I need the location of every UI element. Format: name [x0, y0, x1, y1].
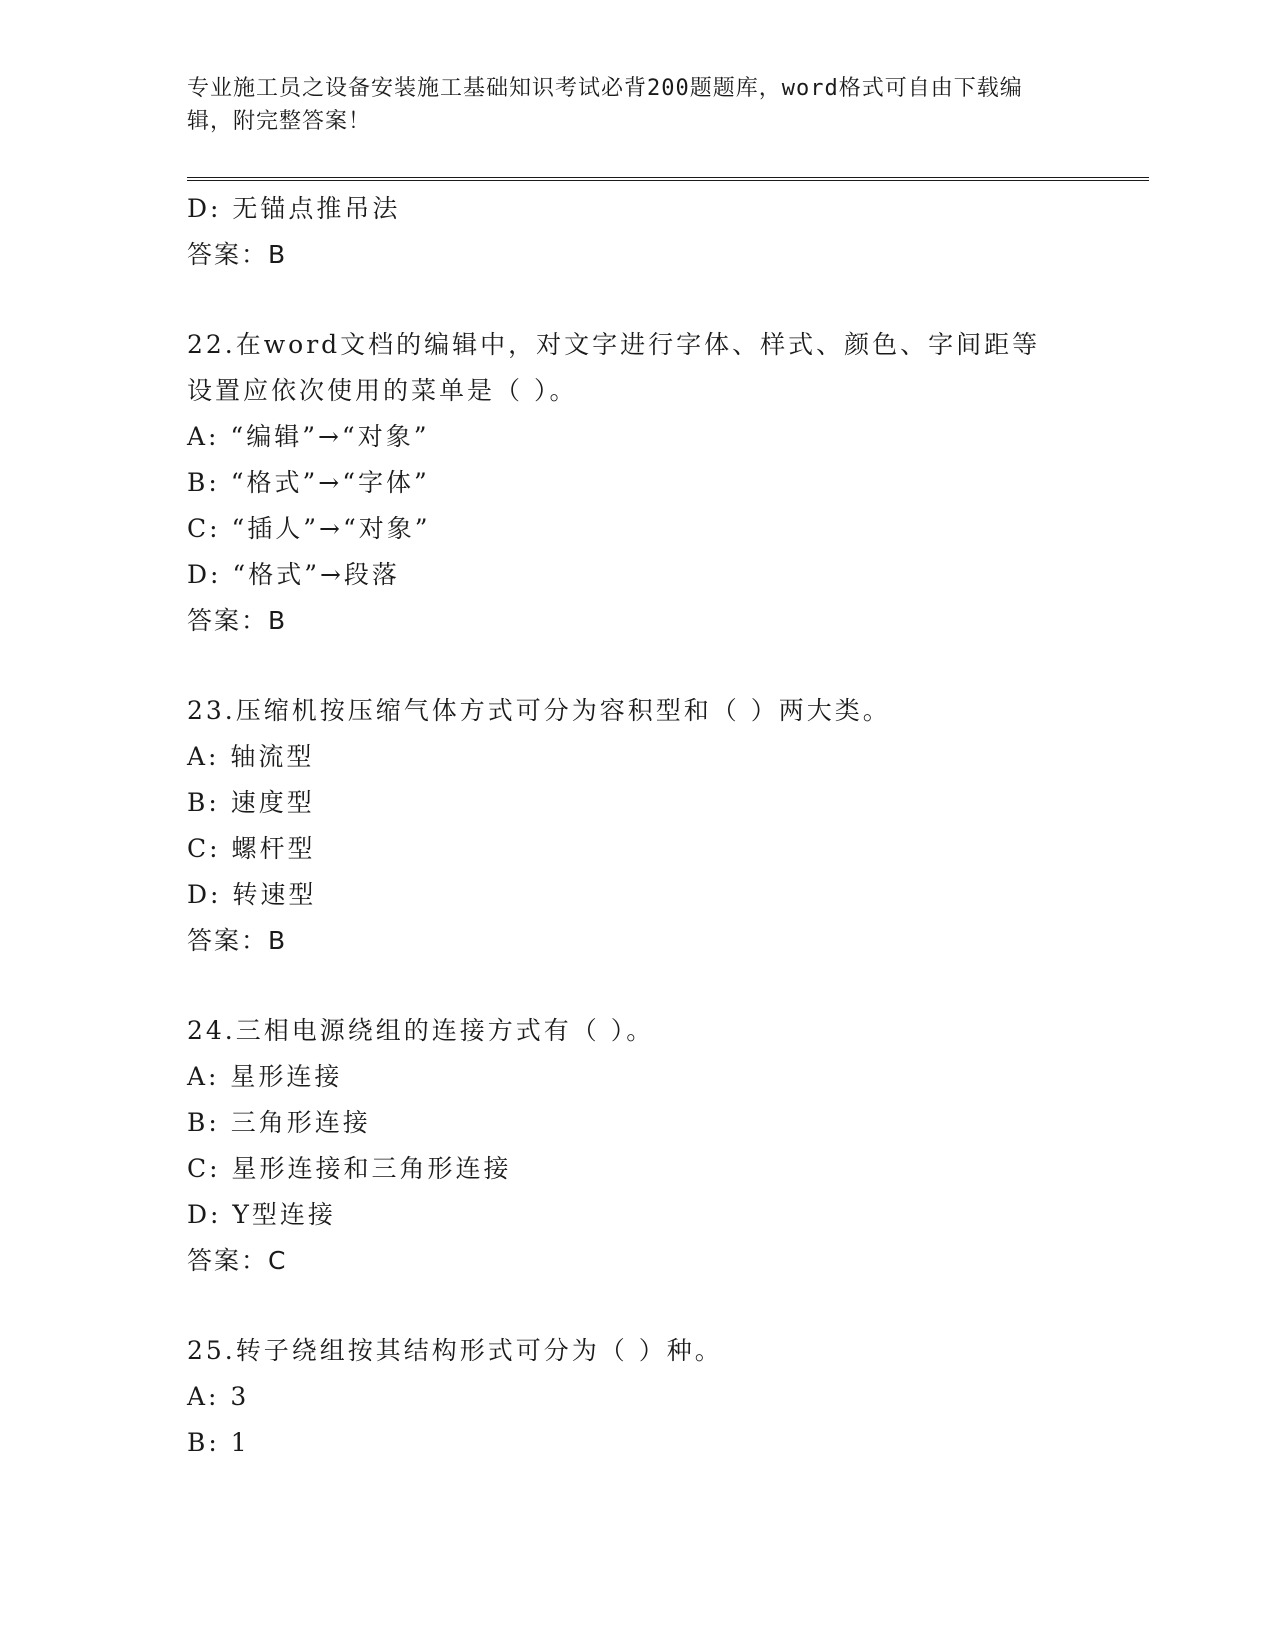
question-block-23 [187, 688, 1147, 964]
answer-line: 答案：B [187, 926, 288, 955]
option-a: A: 轴流型 [187, 742, 315, 771]
option-b: B: “格式”→“字体” [187, 468, 430, 497]
question-list [187, 186, 1147, 1466]
spacer [187, 644, 1147, 688]
answer-line: 答案：B [187, 240, 288, 269]
option-b: B: 速度型 [187, 788, 315, 817]
option-d: D: “格式”→段落 [187, 560, 400, 589]
header-divider [187, 177, 1149, 181]
question-stem: 25.转子绕组按其结构形式可分为（ ）种。 [187, 1336, 723, 1365]
question-stem: 22.在word文档的编辑中，对文字进行字体、样式、颜色、字间距等设置应依次使用的菜单是（ ）。 [187, 330, 1041, 405]
option-a: A: 3 [187, 1382, 250, 1411]
option-d: D: 转速型 [187, 880, 317, 909]
spacer [187, 964, 1147, 1008]
question-block-21 [187, 186, 1147, 278]
option-c: C: 螺杆型 [187, 834, 316, 863]
option-c: C: 星形连接和三角形连接 [187, 1154, 512, 1183]
spacer [187, 1284, 1147, 1328]
question-stem: 23.压缩机按压缩气体方式可分为容积型和（ ）两大类。 [187, 696, 891, 725]
question-block-25 [187, 1328, 1147, 1466]
option-a: A: “编辑”→“对象” [187, 422, 430, 451]
question-stem: 24.三相电源绕组的连接方式有（ ）。 [187, 1016, 655, 1045]
option-d: D: Y型连接 [187, 1200, 336, 1229]
answer-line: 答案：C [187, 1246, 288, 1275]
question-block-22 [187, 322, 1147, 644]
option-d: D: 无锚点推吊法 [187, 194, 401, 223]
option-a: A: 星形连接 [187, 1062, 343, 1091]
option-b: B: 三角形连接 [187, 1108, 371, 1137]
question-block-24 [187, 1008, 1147, 1284]
option-b: B: 1 [187, 1428, 250, 1457]
spacer [187, 278, 1147, 322]
document-title: 专业施工员之设备安装施工基础知识考试必背200题题库，word格式可自由下载编辑，附完整答案！ [187, 76, 1023, 134]
option-c: C: “插人”→“对象” [187, 514, 431, 543]
answer-line: 答案：B [187, 606, 288, 635]
document-header [187, 72, 1067, 138]
